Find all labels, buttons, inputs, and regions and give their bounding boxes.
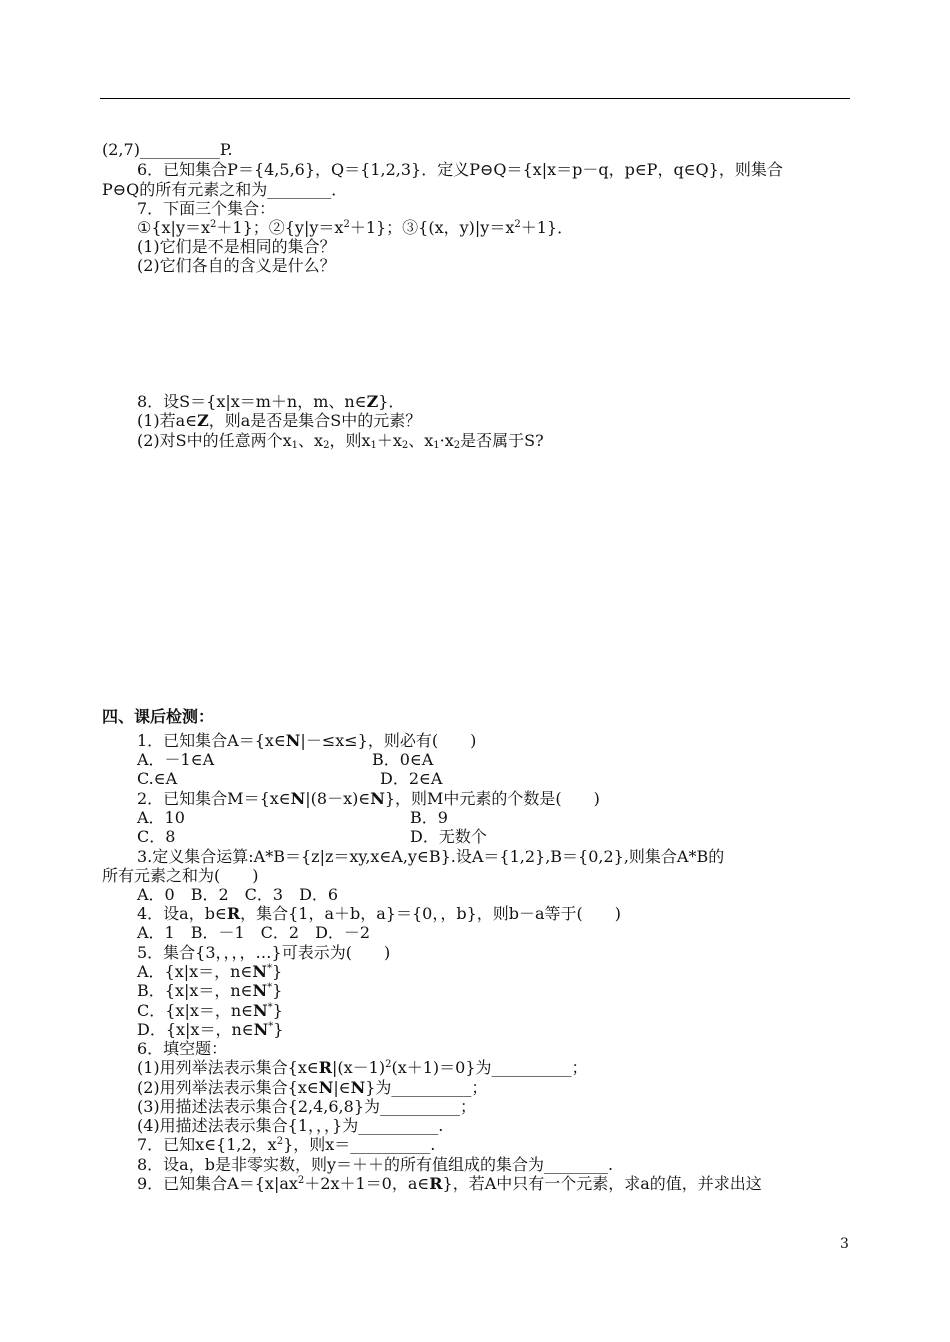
text-line: A．0 B．2 C．3 D．6 xyxy=(137,885,339,904)
text-line: P⊖Q的所有元素之和为________． xyxy=(102,180,348,199)
text-line: 3.定义集合运算:A*B＝{z|z＝xy,x∈A,y∈B}.设A＝{1,2},B＝{0,2},则集合A*B的 xyxy=(137,847,725,866)
text-line: D．{x|x＝，n∈N*} xyxy=(137,1020,284,1039)
text-line: (1)若a∈Z，则a是否是集合S中的元素？ xyxy=(137,411,422,430)
text-line: $①\{x|y=x^2+1\}$；$②\{y|y=x^2+1\}$；③{(x，$y)|y=x^2+1$}． xyxy=(137,218,574,237)
text-line: C．{x|x＝，n∈N*} xyxy=(137,1001,283,1020)
text-line: (2,7)__________P. xyxy=(102,140,233,159)
text-line: B．{x|x＝，n∈N*} xyxy=(137,981,283,1000)
text-line: D．2∈A xyxy=(380,769,443,788)
text-line: (2)它们各自的含义是什么？ xyxy=(137,256,336,275)
text-line: 7．下面三个集合： xyxy=(137,199,276,218)
text-line: 6．已知集合P＝{4,5,6}，Q＝{1,2,3}．定义P⊖Q＝{x|x＝p－q，p∈P，q∈Q}，则集合 xyxy=(137,160,783,179)
text-line: 8．设a，b是非零实数，则y＝＋＋的所有值组成的集合为________. xyxy=(137,1155,614,1174)
text-line: (1)它们是不是相同的集合？ xyxy=(137,237,336,256)
text-line: 6．填空题： xyxy=(137,1039,228,1058)
text-line: 5．集合{3，，，，…}可表示为( ) xyxy=(137,943,391,962)
text-line: 4．设a，b∈R，集合{1，a＋b，a}＝{0，，b}，则b－a等于( ) xyxy=(137,904,622,923)
text-line: A．{x|x＝，n∈N*} xyxy=(137,962,283,981)
text-line: B．0∈A xyxy=(372,750,434,769)
text-line: 1．已知集合A＝{x∈N|－≤x≤}，则必有( ) xyxy=(137,731,477,750)
text-line: B．9 xyxy=(410,808,448,827)
text-line: A．－1∈A xyxy=(137,750,215,769)
text-line: (3)用描述法表示集合{2,4,6,8}为__________； xyxy=(137,1097,477,1116)
text-line: 8．设S＝{x|x＝m＋n，m、n∈Z}． xyxy=(137,392,405,411)
text-line: (1)用列举法表示集合$\{x\in R|(x-1)^2(x+1)=0\}$为__________； xyxy=(137,1058,588,1077)
text-line: (2)用列举法表示集合{x∈N|∈N}为__________； xyxy=(137,1078,488,1097)
text-line: 7．已知x∈{1,2，$x^2$}，则x＝__________. xyxy=(137,1135,436,1154)
text-line: D．无数个 xyxy=(410,827,487,846)
text-line: 9．已知集合$A=\{x|ax^2+2x+1=0$，a∈R}，若A中只有一个元素，求a的值，并求出这 xyxy=(137,1174,762,1193)
header-rule xyxy=(100,98,850,99)
text-line: A．1 B．－1 C．2 D．－2 xyxy=(137,923,371,942)
text-line: C．8 xyxy=(137,827,176,846)
text-line: C.∈A xyxy=(137,769,178,788)
text-line: A．10 xyxy=(137,808,185,827)
text-line: 所有元素之和为( ) xyxy=(102,866,259,885)
text-line: (2)对S中的任意两个$x_1$、$x_2$，则$x_1+x_2$、$x_1\cdot x_2$是否属于S? xyxy=(137,431,544,451)
text-line: 2．已知集合M＝{x∈N|(8－x)∈N}，则M中元素的个数是( ) xyxy=(137,789,600,808)
page-number: 3 xyxy=(840,1236,849,1252)
section-heading: 四、课后检测： xyxy=(102,707,215,726)
text-line: (4)用描述法表示集合{1，，，}为__________. xyxy=(137,1116,444,1135)
